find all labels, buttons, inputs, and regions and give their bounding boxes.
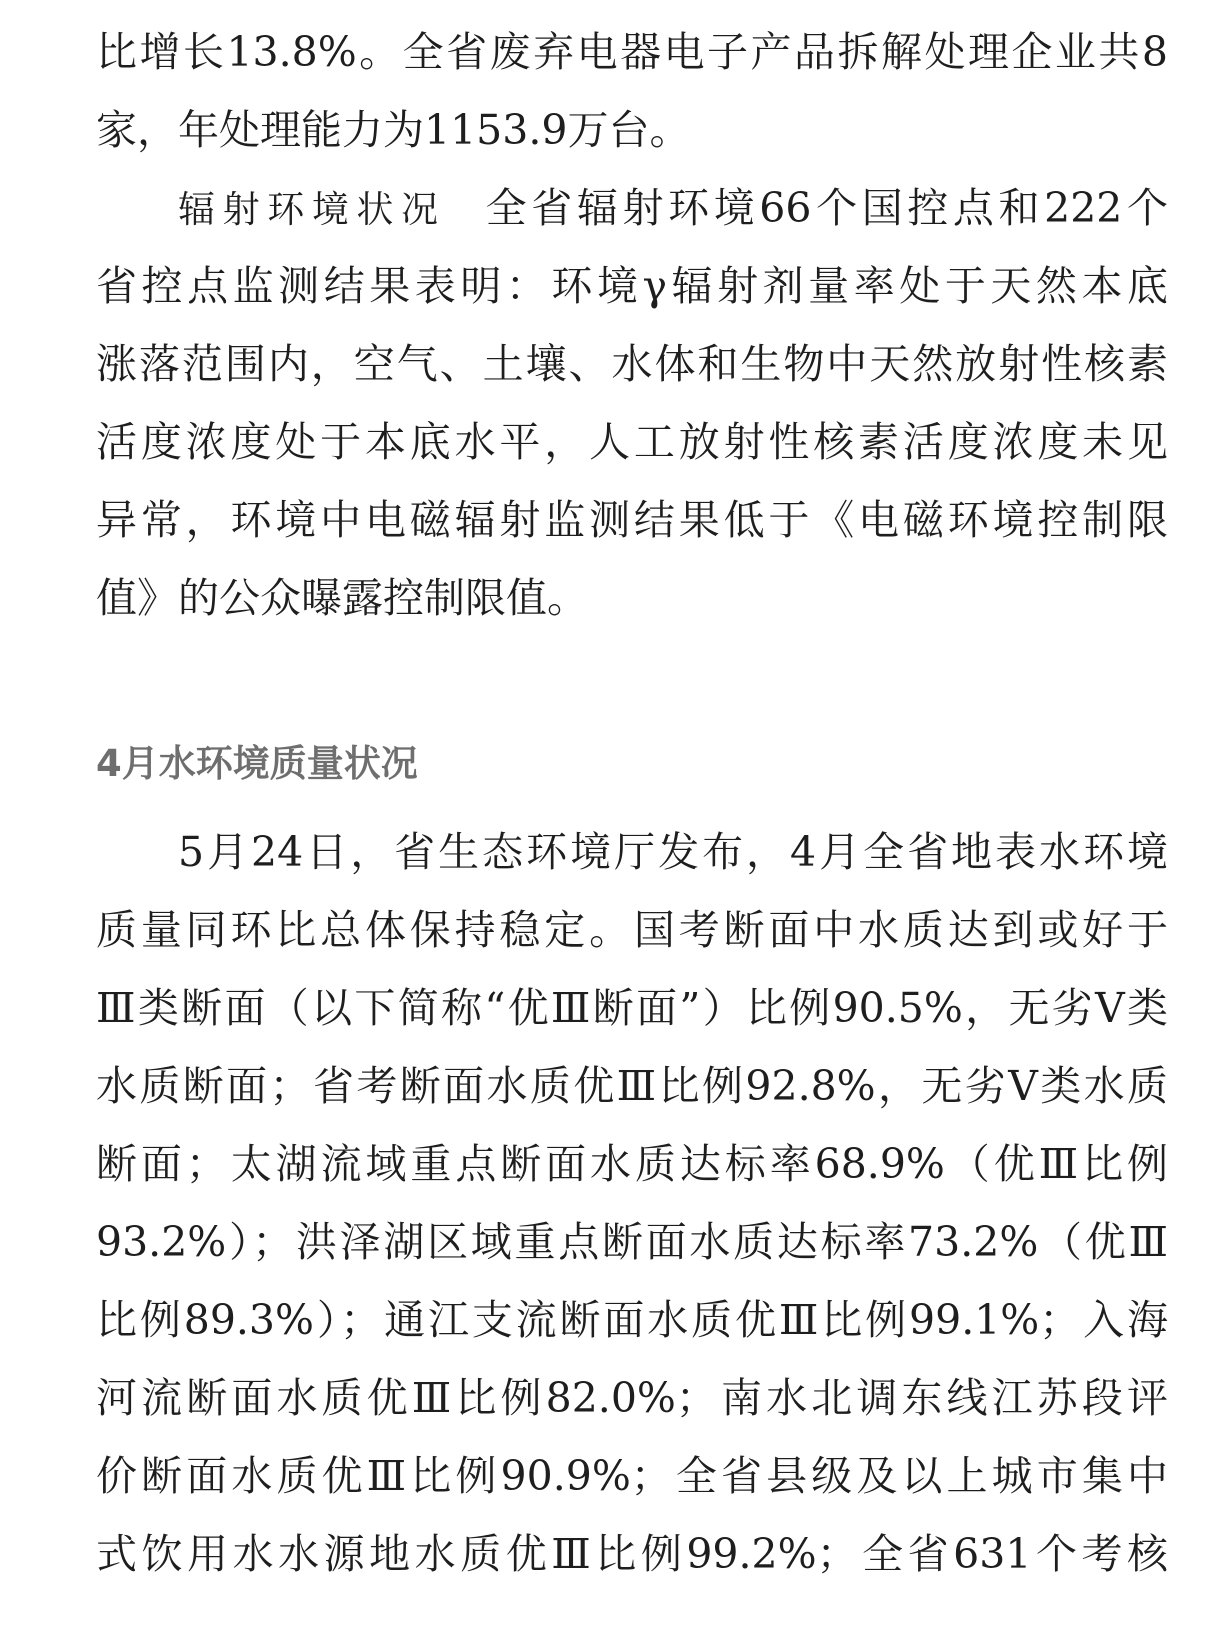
paragraph-3-line-2: 质量同环比总体保持稳定。国考断面中水质达到或好于 [96,906,1168,954]
section-heading: 4月水环境质量状况 [96,742,418,785]
paragraph-1-line-1: 比增长13.8%。全省废弃电器电子产品拆解处理企业共8 [96,28,1168,76]
paragraph-3-line-10: 式饮用水水源地水质优Ⅲ比例99.2%；全省631个考核 [96,1530,1168,1578]
paragraph-2-line-1-text: 全省辐射环境66个国控点和222个 [485,184,1168,232]
paragraph-3-line-5: 断面；太湖流域重点断面水质达标率68.9%（优Ⅲ比例 [96,1140,1168,1188]
paragraph-2-line-1 [178,178,1168,238]
paragraph-3-line-4: 水质断面；省考断面水质优Ⅲ比例92.8%，无劣Ⅴ类水质 [96,1062,1168,1110]
paragraph-3-line-8: 河流断面水质优Ⅲ比例82.0%；南水北调东线江苏段评 [96,1374,1168,1422]
paragraph-2-line-2: 省控点监测结果表明：环境γ辐射剂量率处于天然本底 [96,262,1168,310]
paragraph-2-line-4: 活度浓度处于本底水平，人工放射性核素活度浓度未见 [96,418,1168,466]
paragraph-3-line-1: 5月24日，省生态环境厅发布，4月全省地表水环境 [178,828,1168,876]
paragraph-3-line-7: 比例89.3%）；通江支流断面水质优Ⅲ比例99.1%；入海 [96,1296,1168,1344]
paragraph-2-line-6: 值》的公众曝露控制限值。 [96,574,588,622]
paragraph-3-line-6: 93.2%）；洪泽湖区域重点断面水质达标率73.2%（优Ⅲ [96,1218,1168,1266]
paragraph-3-line-9: 价断面水质优Ⅲ比例90.9%；全省县级及以上城市集中 [96,1452,1168,1500]
paragraph-2-line-3: 涨落范围内，空气、土壤、水体和生物中天然放射性核素 [96,340,1168,388]
paragraph-1-line-2: 家，年处理能力为1153.9万台。 [96,106,691,154]
paragraph-2-runin-title: 辐射环境状况 [178,188,446,231]
paragraph-3-line-3: Ⅲ类断面（以下简称“优Ⅲ断面”）比例90.5%，无劣Ⅴ类 [96,984,1168,1032]
paragraph-2-line-5: 异常，环境中电磁辐射监测结果低于《电磁环境控制限 [96,496,1168,544]
